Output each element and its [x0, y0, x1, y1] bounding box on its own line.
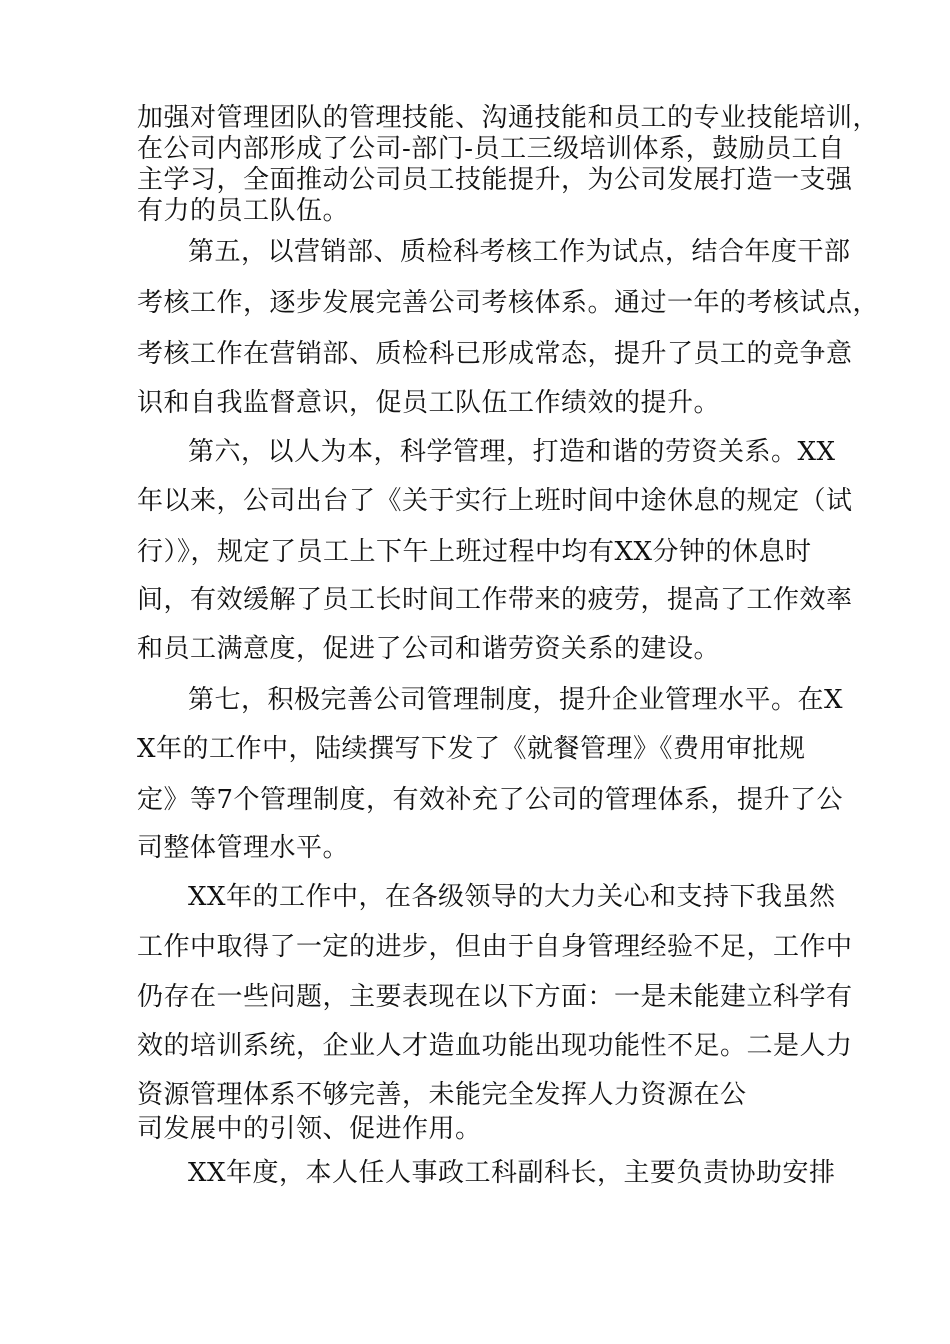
- paragraph-5-line-1: XX年的工作中，在各级领导的大力关心和支持下我虽然: [188, 882, 836, 912]
- paragraph-1-line-2: 在公司内部形成了公司-部门-员工三级培训体系，鼓励员工自: [137, 134, 845, 164]
- paragraph-2-line-2: 考核工作，逐步发展完善公司考核体系。通过一年的考核试点，: [137, 288, 880, 318]
- paragraph-2-line-1: 第五，以营销部、质检科考核工作为试点，结合年度干部: [188, 237, 851, 267]
- paragraph-3-line-2: 年以来，公司出台了《关于实行上班时间中途休息的规定（试: [137, 486, 853, 516]
- paragraph-4-line-1: 第七，积极完善公司管理制度，提升企业管理水平。在X: [188, 685, 844, 715]
- paragraph-3-line-5: 和员工满意度，促进了公司和谐劳资关系的建设。: [137, 634, 721, 664]
- paragraph-3-line-4: 间，有效缓解了员工长时间工作带来的疲劳，提高了工作效率: [137, 585, 853, 615]
- paragraph-2-line-4: 识和自我监督意识，促员工队伍工作绩效的提升。: [137, 388, 721, 418]
- paragraph-5-line-2: 工作中取得了一定的进步，但由于自身管理经验不足，工作中: [137, 932, 853, 962]
- paragraph-5-line-3: 仍存在一些问题，主要表现在以下方面：一是未能建立科学有: [137, 982, 853, 1012]
- paragraph-4-line-3: 定》等7个管理制度，有效补充了公司的管理体系，提升了公: [137, 785, 844, 815]
- paragraph-1-line-1: 加强对管理团队的管理技能、沟通技能和员工的专业技能培训，: [137, 103, 880, 133]
- paragraph-3-line-1: 第六，以人为本，科学管理，打造和谐的劳资关系。XX: [188, 437, 836, 467]
- paragraph-5-line-6: 司发展中的引领、促进作用。: [137, 1114, 482, 1144]
- paragraph-3-line-3: 行）》，规定了员工上下午上班过程中均有XX分钟的休息时: [137, 537, 812, 567]
- paragraph-1-line-3: 主学习，全面推动公司员工技能提升，为公司发展打造一支强: [137, 165, 853, 195]
- paragraph-2-line-3: 考核工作在营销部、质检科已形成常态，提升了员工的竞争意: [137, 339, 853, 369]
- paragraph-1-line-4: 有力的员工队伍。: [137, 196, 350, 226]
- paragraph-4-line-2: X年的工作中，陆续撰写下发了《就餐管理》《费用审批规: [137, 734, 806, 764]
- paragraph-6-line-1: XX年度，本人任人事政工科副科长，主要负责协助安排: [188, 1158, 836, 1188]
- paragraph-4-line-4: 司整体管理水平。: [137, 833, 350, 863]
- paragraph-5-line-5: 资源管理体系不够完善，未能完全发挥人力资源在公: [137, 1080, 747, 1110]
- paragraph-5-line-4: 效的培训系统，企业人才造血功能出现功能性不足。二是人力: [137, 1031, 853, 1061]
